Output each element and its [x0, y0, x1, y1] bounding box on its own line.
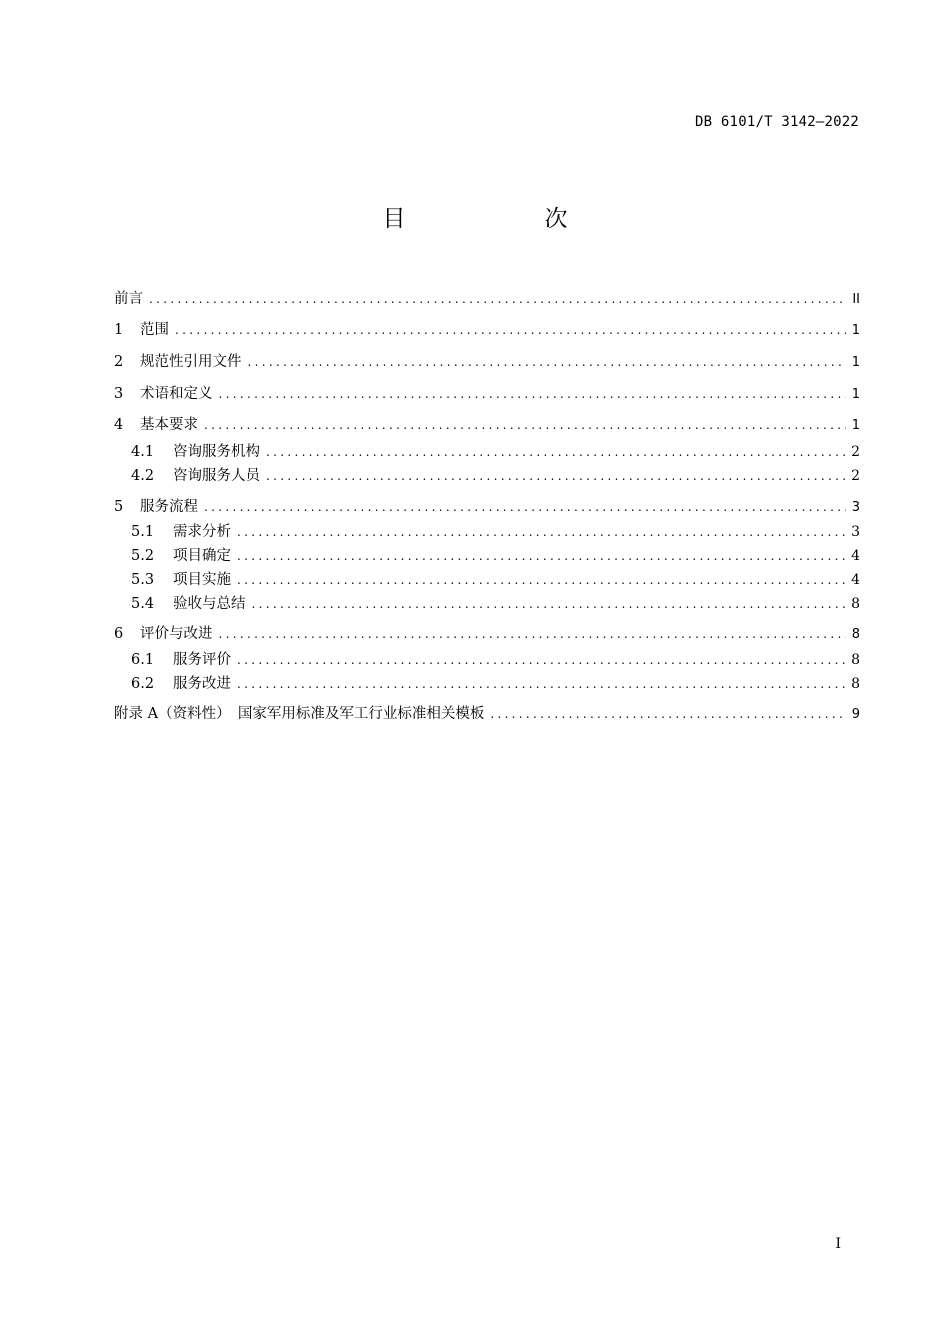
dot-leader — [149, 289, 846, 309]
dot-leader — [237, 674, 846, 694]
toc-title: 目 次 — [382, 206, 626, 232]
toc-entry-page: 4 — [851, 572, 860, 588]
toc-entry-number: 6 — [114, 626, 124, 642]
toc-entry-foreword[interactable] — [114, 289, 860, 309]
toc-entry-number: 3 — [114, 386, 124, 402]
toc-entry-label: 项目实施 — [173, 572, 231, 588]
toc-entry-4-1[interactable] — [131, 442, 860, 462]
dot-leader — [204, 415, 846, 435]
toc-entry-label: 服务改进 — [173, 676, 231, 692]
toc-entry-page: 1 — [851, 418, 860, 433]
toc-entry-page: 8 — [851, 596, 860, 612]
toc-entry-page: 2 — [851, 468, 860, 484]
toc-entry-number: 4 — [114, 417, 124, 433]
toc-entry-page: 3 — [851, 500, 860, 515]
toc-entry-label: 需求分析 — [173, 524, 231, 540]
toc-entry-page: 8 — [851, 676, 860, 692]
dot-leader — [237, 570, 846, 590]
toc-entry-number: 2 — [114, 354, 124, 370]
toc-entry-page: 3 — [851, 524, 860, 540]
toc-entry-number: 5.4 — [131, 596, 155, 612]
toc-entry-number: 6.1 — [131, 652, 155, 668]
toc-entry-label: 范围 — [140, 322, 169, 338]
dot-leader — [252, 594, 847, 614]
toc-entry-5[interactable] — [114, 497, 860, 517]
dot-leader — [490, 704, 846, 724]
toc-entry-page: 8 — [851, 627, 860, 642]
toc-entry-label: 基本要求 — [140, 417, 198, 433]
toc-entry-page: 4 — [851, 548, 860, 564]
toc-entry-label: 验收与总结 — [173, 596, 246, 612]
toc-entry-label: 规范性引用文件 — [140, 354, 242, 370]
toc-entry-label: 前言 — [114, 291, 143, 307]
toc-entry-number: 6.2 — [131, 676, 155, 692]
toc-entry-page: 2 — [851, 444, 860, 460]
toc-entry-number: 5.3 — [131, 572, 155, 588]
toc-entry-label: 评价与改进 — [140, 626, 213, 642]
dot-leader — [219, 624, 847, 644]
toc-entry-label: 咨询服务机构 — [173, 444, 260, 460]
toc-entry-label: 项目确定 — [173, 548, 231, 564]
toc-entry-6-1[interactable] — [131, 650, 860, 670]
toc-entry-4-2[interactable] — [131, 466, 860, 486]
document-code: DB 6101/T 3142—2022 — [695, 114, 859, 130]
dot-leader — [204, 497, 846, 517]
toc-entry-5-3[interactable] — [131, 570, 860, 590]
toc-entry-number: 5.1 — [131, 524, 155, 540]
toc-entry-number: 4.1 — [131, 444, 155, 460]
toc-entry-2[interactable] — [114, 352, 860, 372]
toc-entry-number: 5 — [114, 499, 124, 515]
toc-entry-5-4[interactable] — [131, 594, 860, 614]
dot-leader — [237, 522, 846, 542]
toc-entry-page: 1 — [851, 387, 860, 402]
dot-leader — [266, 466, 846, 486]
toc-entry-number: 5.2 — [131, 548, 155, 564]
toc-entry-page: 9 — [851, 707, 860, 722]
toc-entry-1[interactable] — [114, 320, 860, 340]
toc-entry-3[interactable] — [114, 384, 860, 404]
toc-entry-5-1[interactable] — [131, 522, 860, 542]
dot-leader — [266, 442, 846, 462]
toc-entry-6-2[interactable] — [131, 674, 860, 694]
toc-entry-number: 1 — [114, 322, 124, 338]
dot-leader — [237, 546, 846, 566]
toc-entry-number: 4.2 — [131, 468, 155, 484]
toc-entry-page: II — [852, 292, 860, 307]
toc-entry-label: 附录 A（资料性） 国家军用标准及军工行业标准相关模板 — [114, 706, 485, 722]
page-number: I — [835, 1236, 841, 1252]
toc-entry-label: 服务流程 — [140, 499, 198, 515]
toc-entry-6[interactable] — [114, 624, 860, 644]
toc-entry-page: 8 — [851, 652, 860, 668]
toc-entry-page: 1 — [851, 323, 860, 338]
toc-entry-5-2[interactable] — [131, 546, 860, 566]
toc-entry-label: 服务评价 — [173, 652, 231, 668]
dot-leader — [175, 320, 846, 340]
toc-entry-4[interactable] — [114, 415, 860, 435]
toc-entry-label: 术语和定义 — [140, 386, 213, 402]
dot-leader — [219, 384, 847, 404]
toc-entry-label: 咨询服务人员 — [173, 468, 260, 484]
dot-leader — [248, 352, 847, 372]
toc-entry-appendix-a[interactable] — [114, 704, 860, 724]
toc-entry-page: 1 — [851, 355, 860, 370]
dot-leader — [237, 650, 846, 670]
